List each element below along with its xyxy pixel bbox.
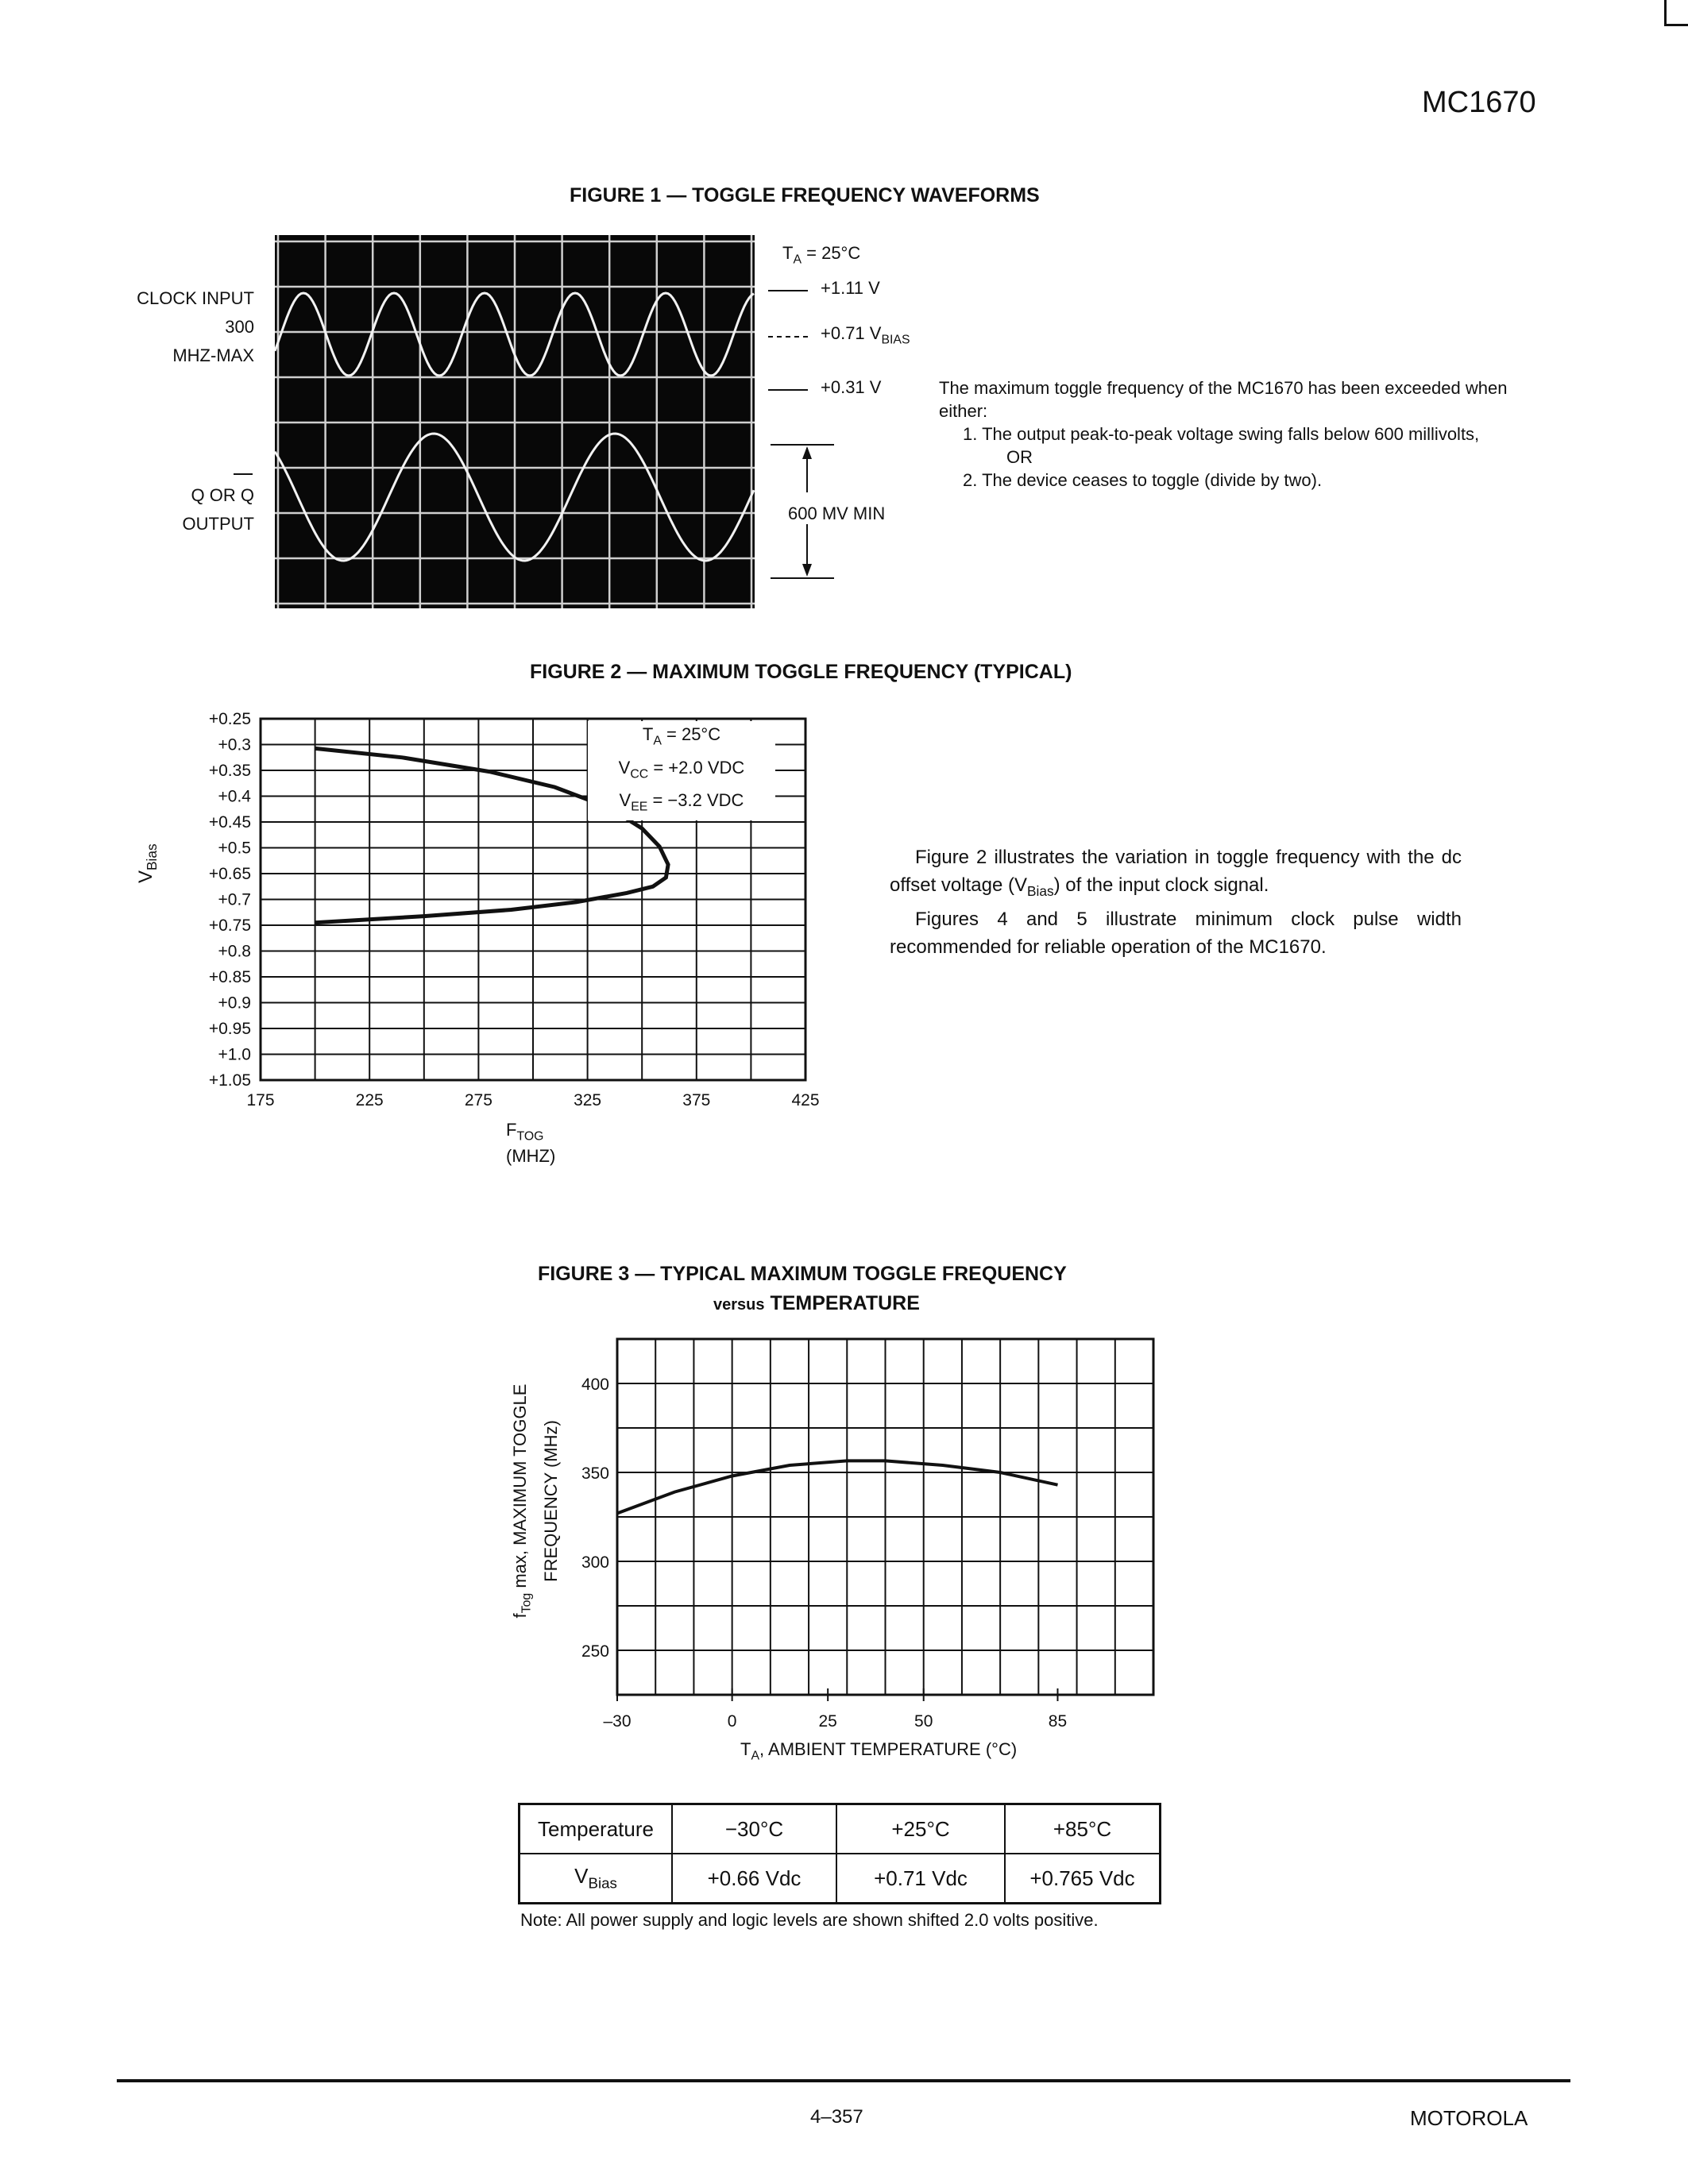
figure2-y-tick-label: +0.65 <box>208 865 251 883</box>
figure2-x-tick-label: 175 <box>246 1091 275 1109</box>
table-row <box>520 1804 1161 1854</box>
figure2-y-tick-label: +0.25 <box>208 710 251 728</box>
figure2-y-tick-label: +0.8 <box>218 942 251 961</box>
table-cell: +0.71 Vdc <box>836 1854 1005 1904</box>
vbias-table <box>518 1803 1161 1904</box>
figure2-y-tick-label: +1.0 <box>218 1045 251 1064</box>
output-label: Q OR Q OUTPUT <box>182 485 254 534</box>
brand-name: MOTOROLA <box>1410 2106 1528 2130</box>
figure3-y-tick-label: 400 <box>581 1376 609 1394</box>
figure1-notes: The maximum toggle frequency of the MC1670 has been exceeded when either: 1. The output peak-to-peak voltage swing falls below 600 millivolts, OR 2. The device ceases to toggle (divide by two). <box>939 378 1508 490</box>
level-high-line <box>768 290 808 291</box>
corner-mark <box>1664 0 1688 26</box>
figure3-subtitle: versus TEMPERATURE <box>713 1292 920 1314</box>
table-note: Note: All power supply and logic levels are shown shifted 2.0 volts positive. <box>520 1910 1099 1930</box>
footer-rule <box>117 2079 1570 2082</box>
level-bias-line <box>768 336 808 338</box>
page-number: 4–357 <box>810 2106 863 2128</box>
figure3-x-tick-label: 0 <box>727 1712 737 1731</box>
figure1-title: FIGURE 1 — TOGGLE FREQUENCY WAVEFORMS <box>570 184 1040 206</box>
ta-label: $T_A = 25^\circ C$ <box>782 243 861 267</box>
figure2-xunit: (MHZ) <box>506 1146 556 1166</box>
figure3-curve <box>617 1461 1058 1513</box>
figure2-y-tick-label: +0.5 <box>218 839 251 858</box>
table-row <box>520 1854 1161 1904</box>
table-cell: Temperature <box>520 1804 673 1854</box>
figure3-x-tick-label: 25 <box>818 1712 837 1731</box>
figure2-x-tick-label: 275 <box>464 1091 492 1109</box>
figure2-ylabel: $V_{Bias}$ <box>135 843 160 883</box>
figure2-y-tick-label: +0.85 <box>208 968 251 986</box>
table-cell: +0.66 Vdc <box>672 1854 836 1904</box>
level-low-line <box>768 389 808 391</box>
figure2-description: Figure 2 illustrates the variation in toggle frequency with the dc offset voltage $(V_{Bias})$ of the input clock signal. Figures 4 and 5 illustrate minimum clock pulse width recommended for reliable operation of the MC1670. <box>890 847 1462 959</box>
figure2-x-tick-label: 425 <box>791 1091 820 1109</box>
figure2-title: FIGURE 2 — MAXIMUM TOGGLE FREQUENCY (TYPICAL) <box>530 661 1072 683</box>
figure3-title: FIGURE 3 — TYPICAL MAXIMUM TOGGLE FREQUENCY <box>538 1263 1067 1285</box>
figure2-y-tick-label: +0.35 <box>208 762 251 780</box>
figure3-chart <box>556 1326 1176 1739</box>
table-cell: +25°C <box>836 1804 1005 1854</box>
table-cell: +0.765 Vdc <box>1005 1854 1161 1904</box>
figure2-x-tick-label: 225 <box>355 1091 384 1109</box>
clock-input-label: CLOCK INPUT 300 MHZ-MAX <box>137 288 254 365</box>
figure2-x-tick-label: 325 <box>574 1091 602 1109</box>
figure2-legend: $T_A = 25^\circ C$ $V_{CC} = +2.0$ VDC $V_{EE} = -3.2$ VDC <box>588 721 775 820</box>
figure2-y-tick-label: +0.4 <box>218 787 251 806</box>
figure3-x-tick-label: 50 <box>914 1712 933 1731</box>
figure2-y-tick-label: +0.7 <box>218 890 251 909</box>
figure2-y-tick-label: +0.75 <box>208 916 251 935</box>
table-cell: +85°C <box>1005 1804 1161 1854</box>
table-cell: $V_{Bias}$ <box>520 1854 673 1904</box>
figure3-xlabel: $T_A$, AMBIENT TEMPERATURE (°C) <box>740 1739 1018 1763</box>
table-cell: −30°C <box>672 1804 836 1854</box>
figure2-y-tick-label: +0.95 <box>208 1020 251 1038</box>
figure2-x-tick-label: 375 <box>682 1091 711 1109</box>
figure2-y-tick-label: +0.3 <box>218 735 251 754</box>
figure3-y-tick-label: 350 <box>581 1464 609 1483</box>
swing-label: 600 MV MIN <box>788 504 886 523</box>
q-bar-overline <box>234 473 253 475</box>
level-high-label: +1.11 V <box>821 278 880 298</box>
figure3-y-tick-label: 300 <box>581 1553 609 1572</box>
figure2-y-tick-label: +1.05 <box>208 1071 251 1090</box>
part-number: MC1670 <box>1422 86 1536 119</box>
oscilloscope-trace <box>275 235 755 608</box>
level-low-label: +0.31 V <box>821 377 882 397</box>
figure3-x-tick-label: 85 <box>1048 1712 1068 1731</box>
level-bias-label: +0.71 $V_{BIAS}$ <box>821 323 910 347</box>
figure3-x-tick-label: –30 <box>603 1712 632 1731</box>
figure3-y-tick-label: 250 <box>581 1642 609 1661</box>
figure2-y-tick-label: +0.9 <box>218 994 251 1013</box>
figure2-xlabel: $F_{TOG}$ <box>506 1120 544 1144</box>
figure2-y-tick-label: +0.45 <box>208 813 251 832</box>
figure3-ylabel: $f_{Tog}$ max, MAXIMUM TOGGLE FREQUENCY (MHz) <box>510 1383 561 1619</box>
